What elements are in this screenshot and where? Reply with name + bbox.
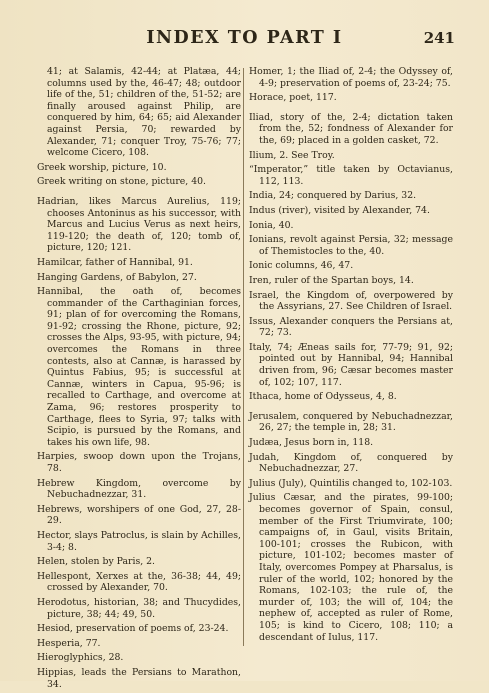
index-entry: Helen, stolen by Paris, 2.: [37, 556, 156, 568]
index-entry: Horace, poet, 117.: [249, 92, 337, 104]
index-entry: Hesiod, preservation of poems of, 23-24.: [37, 623, 229, 635]
index-entry: Judæa, Jesus born in, 118.: [249, 437, 374, 449]
index-entry: Ilium, 2. See Troy.: [249, 149, 335, 161]
index-entry: Hanging Gardens, of Babylon, 27.: [37, 271, 197, 283]
index-entry: Ionic columns, 46, 47.: [249, 260, 354, 272]
index-entry: Ionia, 40.: [249, 219, 294, 231]
index-entry: Jerusalem, conquered by Nebuchadnezzar, 26, 27; the temple in, 28; 31.: [249, 410, 453, 434]
index-column-right: [249, 66, 453, 646]
page-header: [0, 28, 489, 54]
index-entry: 41; at Salamis, 42-44; at Platæa, 44; columns used by the, 46-47; 48; outdoor life of the, 51; children of the, 51-52; are finally aroused against Philip, are conquered by him, 64; 65; aid Alexander against Persia, 70; rewarded by Alexander, 71; conquer Troy, 75-76; 77; welcome Cicero, 108.: [47, 66, 241, 159]
column-divider: [243, 68, 244, 646]
index-entry: Ithaca, home of Odysseus, 4, 8.: [249, 391, 397, 403]
index-entry: Israel, the Kingdom of, overpowered by the Assyrians, 27. See Children of Israel.: [249, 289, 453, 313]
index-entry: Hesperia, 77.: [37, 637, 101, 649]
index-entry: Julius (July), Quintilis changed to, 102-103.: [249, 477, 453, 489]
index-entry: Judah, Kingdom of, conquered by Nebuchadnezzar, 27.: [249, 451, 453, 475]
index-entry: “Imperator,” title taken by Octavianus, 112, 113.: [249, 164, 453, 187]
index-entry: Greek worship, picture, 10.: [37, 161, 167, 173]
index-entry: Hector, slays Patroclus, is slain by Achilles, 3-4; 8.: [37, 529, 241, 553]
index-entry: Harpies, swoop down upon the Trojans, 78.: [37, 451, 241, 474]
index-entry: Hebrews, worshipers of one God, 27, 28-29.: [37, 503, 241, 527]
index-entry: India, 24; conquered by Darius, 32.: [249, 190, 417, 202]
index-entry: Italy, 74; Æneas sails for, 77-79; 91, 92; pointed out by Hannibal, 94; Hannibal driven from, 96; Cæsar becomes master of, 102; 107, 117.: [249, 341, 453, 388]
index-entry: Indus (river), visited by Alexander, 74.: [249, 204, 430, 216]
page-number: 241: [423, 29, 455, 47]
index-entry: Julius Cæsar, and the pirates, 99-100; becomes governor of Spain, consul, member of the First Triumvirate, 100; campaigns of, in Gaul, visits Britain, 100-101; crosses the Rubicon, with picture, 101-102; becomes master of Italy, overcomes Pompey at Pharsalus, is ruler of the world, 102; honored by the Romans, 102-103; the rule of, the murder of, 103; the will of, 104; the nephew of, accepted as ruler of Rome, 105; is kind to Cicero, 108; 110; a descendant of Iulus, 117.: [249, 492, 453, 643]
index-entry: Hellespont, Xerxes at the, 36-38; 44, 49; crossed by Alexander, 70.: [37, 570, 241, 594]
index-entry: Hannibal, the oath of, becomes commander of the Carthaginian forces, 91; plan of for overcoming the Romans, 91-92; crossing the Rhone, picture, 92; crosses the Alps, 93-95, with picture, 94; overcomes the Romans in three contests, also at Cannæ, is harassed by Quintus Fabius, 95; is successful at Cannæ, winters in Capua, 95-96; is recalled to Carthage, and overcome at Zama, 96; restores prosperity to Carthage, flees to Syria, 97; talks with Scipio, is pursued by the Romans, and takes his own life, 98.: [37, 286, 241, 448]
index-entry: Iren, ruler of the Spartan boys, 14.: [249, 274, 414, 286]
index-entry: Hebrew Kingdom, overcome by Nebuchadnezzar, 31.: [37, 477, 241, 501]
index-entry: Ionians, revolt against Persia, 32; message of Themistocles to the, 40.: [249, 234, 453, 257]
index-entry: Issus, Alexander conquers the Persians at, 72; 73.: [249, 315, 453, 339]
index-entry: Hieroglyphics, 28.: [37, 652, 124, 664]
index-entry: Iliad, story of the, 2-4; dictation taken from the, 52; fondness of Alexander for the, 69; placed in a golden casket, 72.: [249, 111, 453, 146]
index-entry: Hippias, leads the Persians to Marathon, 34.: [37, 666, 241, 690]
index-entry: Homer, 1; the Iliad of, 2-4; the Odyssey of, 4-9; preservation of poems of, 23-24; 75.: [249, 66, 453, 89]
index-entry: Hamilcar, father of Hannibal, 91.: [37, 256, 193, 268]
index-entry: Hadrian, likes Marcus Aurelius, 119; chooses Antoninus as his successor, with Marcus and Lucius Verus as next heirs, 119-120; the death of, 120; tomb of, picture, 120; 121.: [37, 195, 241, 254]
index-entry: Greek writing on stone, picture, 40.: [37, 176, 206, 188]
index-column-left: [37, 66, 241, 693]
index-entry: Herodotus, historian, 38; and Thucydides, picture, 38; 44; 49, 50.: [37, 596, 241, 620]
page-title: INDEX TO PART I: [146, 28, 343, 48]
